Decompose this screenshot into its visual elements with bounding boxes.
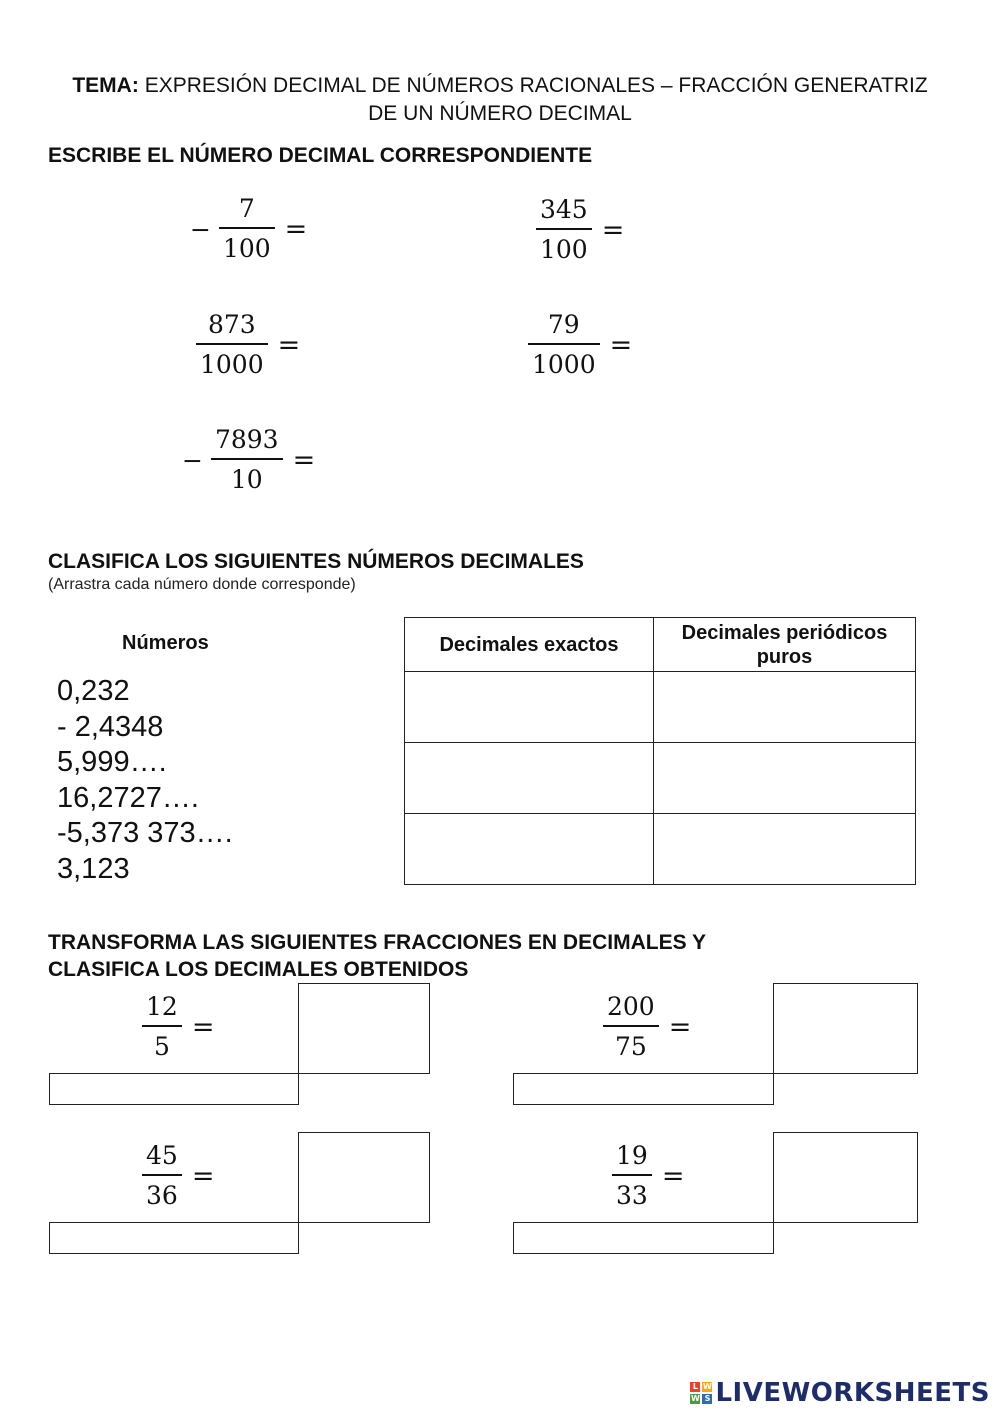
page-title xyxy=(60,72,940,128)
column-header-exact: Decimales exactos xyxy=(405,618,654,672)
section3-heading-line2: CLASIFICA LOS DECIMALES OBTENIDOS xyxy=(48,958,469,981)
logo-letter: W xyxy=(691,1394,700,1403)
liveworksheets-logo xyxy=(690,1378,990,1408)
equals-sign: = xyxy=(661,1160,685,1192)
drop-zone-periodic[interactable] xyxy=(654,814,916,885)
section2-heading: CLASIFICA LOS SIGUIENTES NÚMEROS DECIMALES xyxy=(48,550,584,573)
transform-fraction-3 xyxy=(136,1141,214,1211)
fraction-3 xyxy=(190,310,300,380)
fraction-numerator: 45 xyxy=(146,1141,178,1170)
equals-sign: = xyxy=(601,214,625,246)
fraction-numerator: 873 xyxy=(207,310,256,339)
equals-sign: = xyxy=(277,329,301,361)
fraction-denominator: 10 xyxy=(230,465,263,494)
logo-letter: W xyxy=(703,1382,712,1391)
draggable-number[interactable]: - 2,4348 xyxy=(57,710,164,743)
fraction-numerator: 345 xyxy=(540,195,588,224)
draggable-number[interactable]: 5,999…. xyxy=(57,746,167,778)
drop-zone-exact[interactable] xyxy=(405,743,654,814)
numbers-header: Números xyxy=(122,632,209,654)
fraction-sign: − xyxy=(190,214,211,244)
fraction-1 xyxy=(190,194,307,264)
section2-instruction: (Arrastra cada número donde corresponde) xyxy=(48,576,356,593)
numbers-list xyxy=(57,674,233,887)
transform-fraction-4 xyxy=(606,1141,684,1211)
fraction-2 xyxy=(530,195,624,265)
draggable-number[interactable]: -5,373 373…. xyxy=(57,817,233,849)
title-label: TEMA: xyxy=(72,74,139,97)
column-header-periodic: Decimales periódicos puros xyxy=(654,618,916,672)
title-text: EXPRESIÓN DECIMAL DE NÚMEROS RACIONALES – FRACCIÓN GENERATRIZ DE UN NÚMERO DECIMAL xyxy=(144,74,928,125)
fraction-5 xyxy=(182,425,315,495)
fraction-numerator: 12 xyxy=(146,992,178,1021)
fraction-numerator: 19 xyxy=(616,1141,648,1170)
equals-sign: = xyxy=(292,444,316,476)
fraction-sign: − xyxy=(182,445,203,475)
fraction-numerator: 7 xyxy=(238,194,255,223)
drop-zone-periodic[interactable] xyxy=(654,672,916,743)
fraction-denominator: 100 xyxy=(222,234,271,263)
fraction-numerator: 7893 xyxy=(214,425,279,454)
draggable-number[interactable]: 3,123 xyxy=(57,852,130,885)
draggable-number[interactable]: 16,2727…. xyxy=(57,781,199,814)
draggable-number[interactable]: 0,232 xyxy=(57,675,130,707)
classification-answer-box[interactable] xyxy=(513,1222,774,1254)
equals-sign: = xyxy=(191,1160,215,1192)
logo-letter: S xyxy=(702,1394,712,1404)
fraction-numerator: 200 xyxy=(607,992,655,1021)
fraction-4 xyxy=(522,310,632,380)
section1-heading: ESCRIBE EL NÚMERO DECIMAL CORRESPONDIENTE xyxy=(48,144,593,167)
fraction-denominator: 33 xyxy=(616,1181,648,1210)
fraction-denominator: 1000 xyxy=(200,350,264,379)
decimal-answer-box[interactable] xyxy=(298,983,430,1074)
classification-table xyxy=(404,617,916,885)
logo-letter: L xyxy=(690,1382,700,1392)
classification-answer-box[interactable] xyxy=(49,1222,299,1254)
equals-sign: = xyxy=(668,1011,692,1043)
transform-fraction-1 xyxy=(136,992,214,1062)
drop-zone-exact[interactable] xyxy=(405,814,654,885)
equals-sign: = xyxy=(284,213,308,245)
logo-text: LIVEWORKSHEETS xyxy=(715,1378,990,1408)
logo-mark-icon xyxy=(690,1382,712,1404)
section3-heading-line1: TRANSFORMA LAS SIGUIENTES FRACCIONES EN DECIMALES Y xyxy=(48,931,707,954)
equals-sign: = xyxy=(609,329,633,361)
drop-zone-exact[interactable] xyxy=(405,672,654,743)
decimal-answer-box[interactable] xyxy=(773,983,918,1074)
transform-fraction-2 xyxy=(597,992,691,1062)
fraction-denominator: 36 xyxy=(146,1181,178,1210)
drop-zone-periodic[interactable] xyxy=(654,743,916,814)
classification-answer-box[interactable] xyxy=(513,1073,774,1105)
fraction-denominator: 5 xyxy=(153,1032,170,1061)
fraction-denominator: 1000 xyxy=(532,350,596,379)
fraction-denominator: 75 xyxy=(614,1032,647,1061)
fraction-numerator: 79 xyxy=(547,310,580,339)
decimal-answer-box[interactable] xyxy=(773,1132,918,1223)
decimal-answer-box[interactable] xyxy=(298,1132,430,1223)
equals-sign: = xyxy=(191,1011,215,1043)
fraction-denominator: 100 xyxy=(540,235,588,264)
classification-answer-box[interactable] xyxy=(49,1073,299,1105)
